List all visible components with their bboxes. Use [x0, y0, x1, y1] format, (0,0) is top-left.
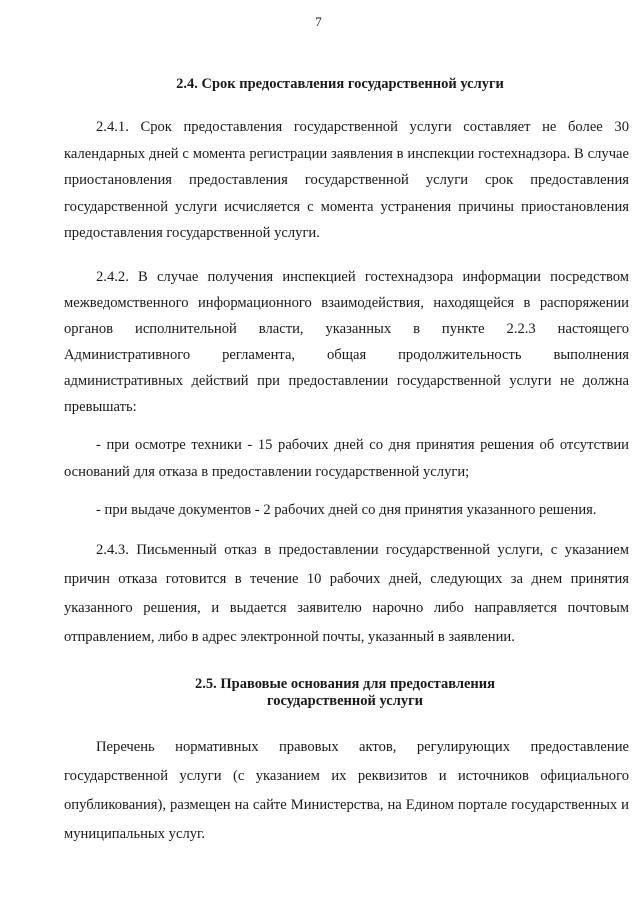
paragraph-2-5-1: Перечень нормативных правовых актов, регулирующих предоставление государственной услуги (с указанием их реквизитов и источников официального опубликования), размещен на сайте Министерства, на Едином портале государственных и муниципальных услуг.: [64, 739, 629, 842]
paragraph-2-4-1: 2.4.1. Срок предоставления государственной услуги составляет не более 30 календарных дней с момента регистрации заявления в инспекции гостехнадзора. В случае приостановления предоставления государственной услуги срок предоставления государственной услуги исчисляется с момента устранения причины приостановления предоставления государственной услуги.: [64, 119, 629, 241]
list-item-inspection: - при осмотре техники - 15 рабочих дней со дня принятия решения об отсутствии оснований для отказа в предоставлении государственной услуги;: [64, 437, 629, 480]
section-heading-2-5-line1: 2.5. Правовые основания для предоставления: [195, 676, 495, 692]
section-heading-2-5: [0, 676, 637, 710]
list-item-documents: - при выдаче документов - 2 рабочих дней со дня принятия указанного решения.: [96, 502, 597, 518]
page-number: 7: [315, 14, 322, 29]
section-heading-2-5-line2: государственной услуги: [266, 693, 424, 709]
paragraph-2-4-3: 2.4.3. Письменный отказ в предоставлении государственной услуги, с указанием причин отказа готовится в течение 10 рабочих дней, следующих за днем принятия указанного решения, и выдается заявителю нарочно либо направляется почтовым отправлением, либо в адрес электронной почты, указанный в заявлении.: [64, 542, 629, 645]
paragraph-2-4-2: 2.4.2. В случае получения инспекцией гостехнадзора информации посредством межведомственного информационного взаимодействия, находящейся в распоряжении органов исполнительной власти, указанных в пункте 2.2.3 настоящего Административного регламента, общая продолжительность выполнения административных действий при предоставлении государственной услуги не должна превышать:: [64, 269, 629, 415]
section-heading-2-4: 2.4. Срок предоставления государственной услуги: [176, 76, 504, 92]
